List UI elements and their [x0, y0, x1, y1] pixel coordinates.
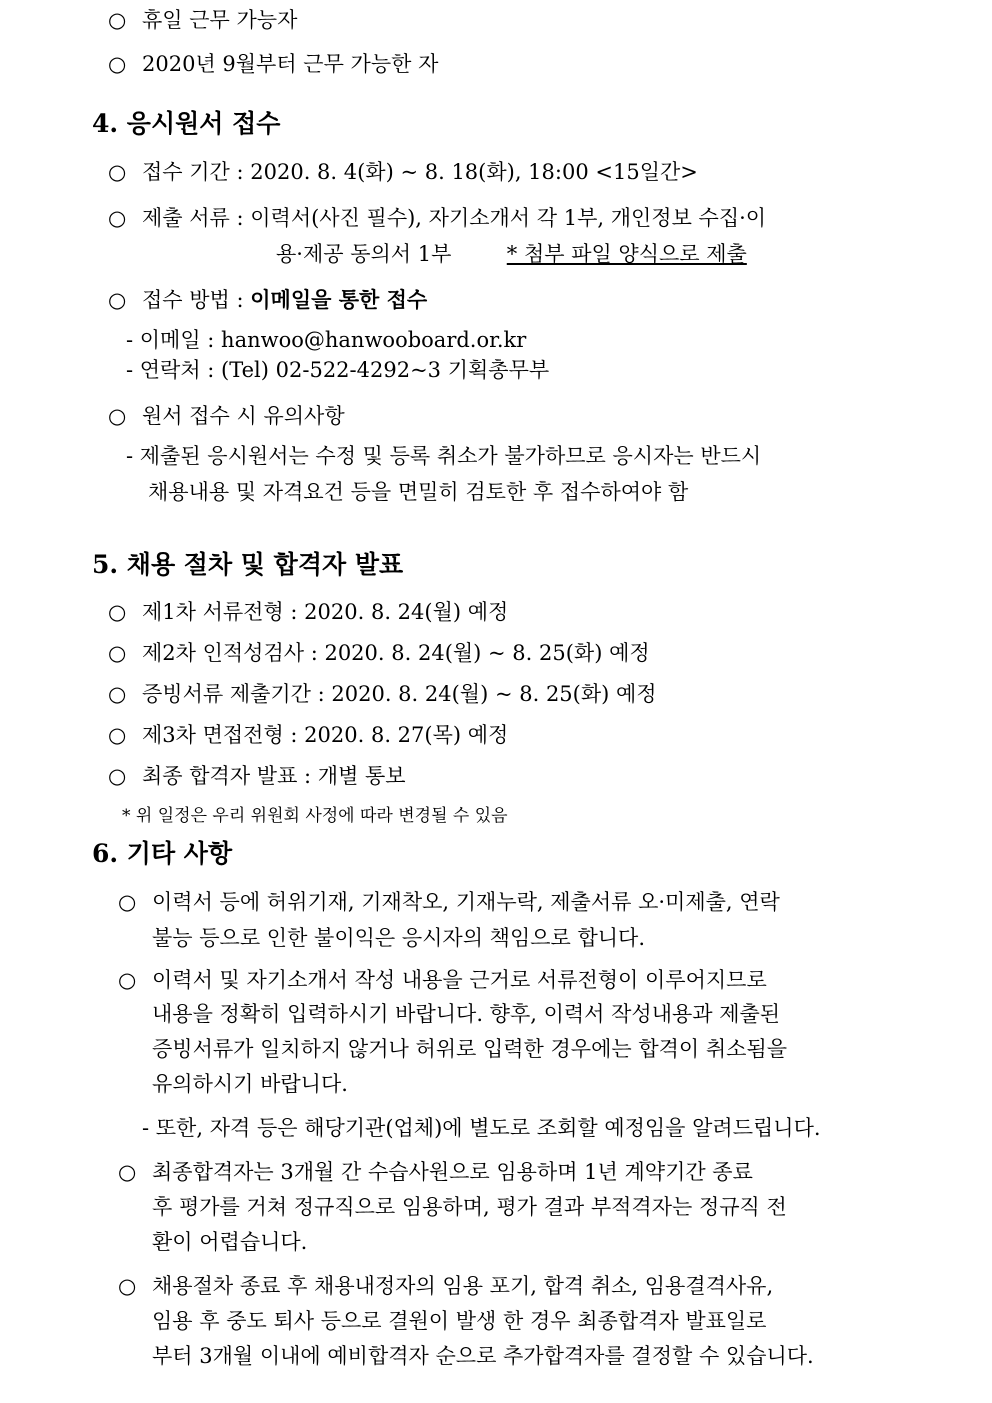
other-item: ○ 이력서 및 자기소개서 작성 내용을 근거로 서류전형이 이루어지므로 — [118, 968, 767, 992]
schedule-note: * 위 일정은 우리 위원회 사정에 따라 변경될 수 있음 — [122, 806, 508, 826]
procedure-step: ○ 제1차 서류전형 : 2020. 8. 24(월) 예정 — [108, 600, 509, 624]
bullet: ○ — [118, 1160, 137, 1184]
bullet: ○ — [118, 968, 137, 992]
bullet: ○ — [108, 288, 127, 312]
other-item: ○ 이력서 등에 허위기재, 기재착오, 기재누락, 제출서류 오·미제출, 연락 — [118, 890, 780, 914]
contact-email: - 이메일 : hanwoo@hanwooboard.or.kr — [126, 328, 527, 352]
procedure-step: ○ 최종 합격자 발표 : 개별 통보 — [108, 764, 406, 788]
bullet: ○ — [118, 1274, 137, 1298]
required-documents-cont: 용·제공 동의서 1부 * 첨부 파일 양식으로 제출 — [276, 242, 747, 266]
attachment-note: * 첨부 파일 양식으로 제출 — [506, 242, 747, 266]
bullet: ○ — [108, 764, 127, 788]
other-item-cont: 부터 3개월 이내에 예비합격자 순으로 추가합격자를 결정할 수 있습니다. — [152, 1344, 814, 1368]
bullet: ○ — [108, 682, 127, 706]
bullet: ○ — [108, 52, 127, 76]
section-heading-application: 4. 응시원서 접수 — [92, 109, 281, 138]
other-item-cont: 환이 어렵습니다. — [152, 1230, 308, 1254]
required-documents: ○ 제출 서류 : 이력서(사진 필수), 자기소개서 각 1부, 개인정보 수집·이 — [108, 206, 767, 230]
application-notice-line: 채용내용 및 자격요건 등을 면밀히 검토한 후 접수하여야 함 — [148, 480, 689, 504]
other-item-cont: 임용 후 중도 퇴사 등으로 결원이 발생 한 경우 최종합격자 발표일로 — [152, 1309, 767, 1333]
bullet: ○ — [108, 723, 127, 747]
contact-phone: - 연락처 : (Tel) 02-522-4292~3 기획총무부 — [126, 358, 550, 382]
application-notice-line: - 제출된 응시원서는 수정 및 등록 취소가 불가하므로 응시자는 반드시 — [126, 444, 762, 468]
other-item-cont: 후 평가를 거쳐 정규직으로 임용하며, 평가 결과 부적격자는 정규직 전 — [152, 1195, 787, 1219]
procedure-step: ○ 제2차 인적성검사 : 2020. 8. 24(월) ~ 8. 25(화) 예정 — [108, 641, 650, 665]
application-notice-title: ○ 원서 접수 시 유의사항 — [108, 404, 345, 428]
section-heading-other: 6. 기타 사항 — [92, 839, 233, 868]
requirement-item: ○ 2020년 9월부터 근무 가능한 자 — [108, 52, 439, 76]
procedure-step: ○ 제3차 면접전형 : 2020. 8. 27(목) 예정 — [108, 723, 509, 747]
requirement-item: ○ 휴일 근무 가능자 — [108, 8, 298, 32]
other-item-cont: 증빙서류가 일치하지 않거나 허위로 입력한 경우에는 합격이 취소됨을 — [152, 1037, 788, 1061]
bullet: ○ — [108, 160, 127, 184]
application-method: ○ 접수 방법 : 이메일을 통한 접수 — [108, 287, 428, 312]
other-item: ○ 최종합격자는 3개월 간 수습사원으로 임용하며 1년 계약기간 종료 — [118, 1160, 753, 1184]
other-item: ○ 채용절차 종료 후 채용내정자의 임용 포기, 합격 취소, 임용결격사유, — [118, 1274, 774, 1298]
bullet: ○ — [108, 8, 127, 32]
bullet: ○ — [108, 641, 127, 665]
bullet: ○ — [108, 404, 127, 428]
bullet: ○ — [108, 206, 127, 230]
procedure-step: ○ 증빙서류 제출기간 : 2020. 8. 24(월) ~ 8. 25(화) 예정 — [108, 682, 657, 706]
bullet: ○ — [118, 890, 137, 914]
other-item-cont: 내용을 정확히 입력하시기 바랍니다. 향후, 이력서 작성내용과 제출된 — [152, 1002, 781, 1026]
section-heading-procedure: 5. 채용 절차 및 합격자 발표 — [92, 550, 404, 579]
other-item-cont: 유의하시기 바랍니다. — [152, 1072, 348, 1096]
bullet: ○ — [108, 600, 127, 624]
other-item-sub: - 또한, 자격 등은 해당기관(업체)에 별도로 조회할 예정임을 알려드립니다. — [142, 1116, 821, 1140]
other-item-cont: 불능 등으로 인한 불이익은 응시자의 책임으로 합니다. — [152, 926, 646, 950]
application-period: ○ 접수 기간 : 2020. 8. 4(화) ~ 8. 18(화), 18:00 <15일간> — [108, 160, 698, 184]
